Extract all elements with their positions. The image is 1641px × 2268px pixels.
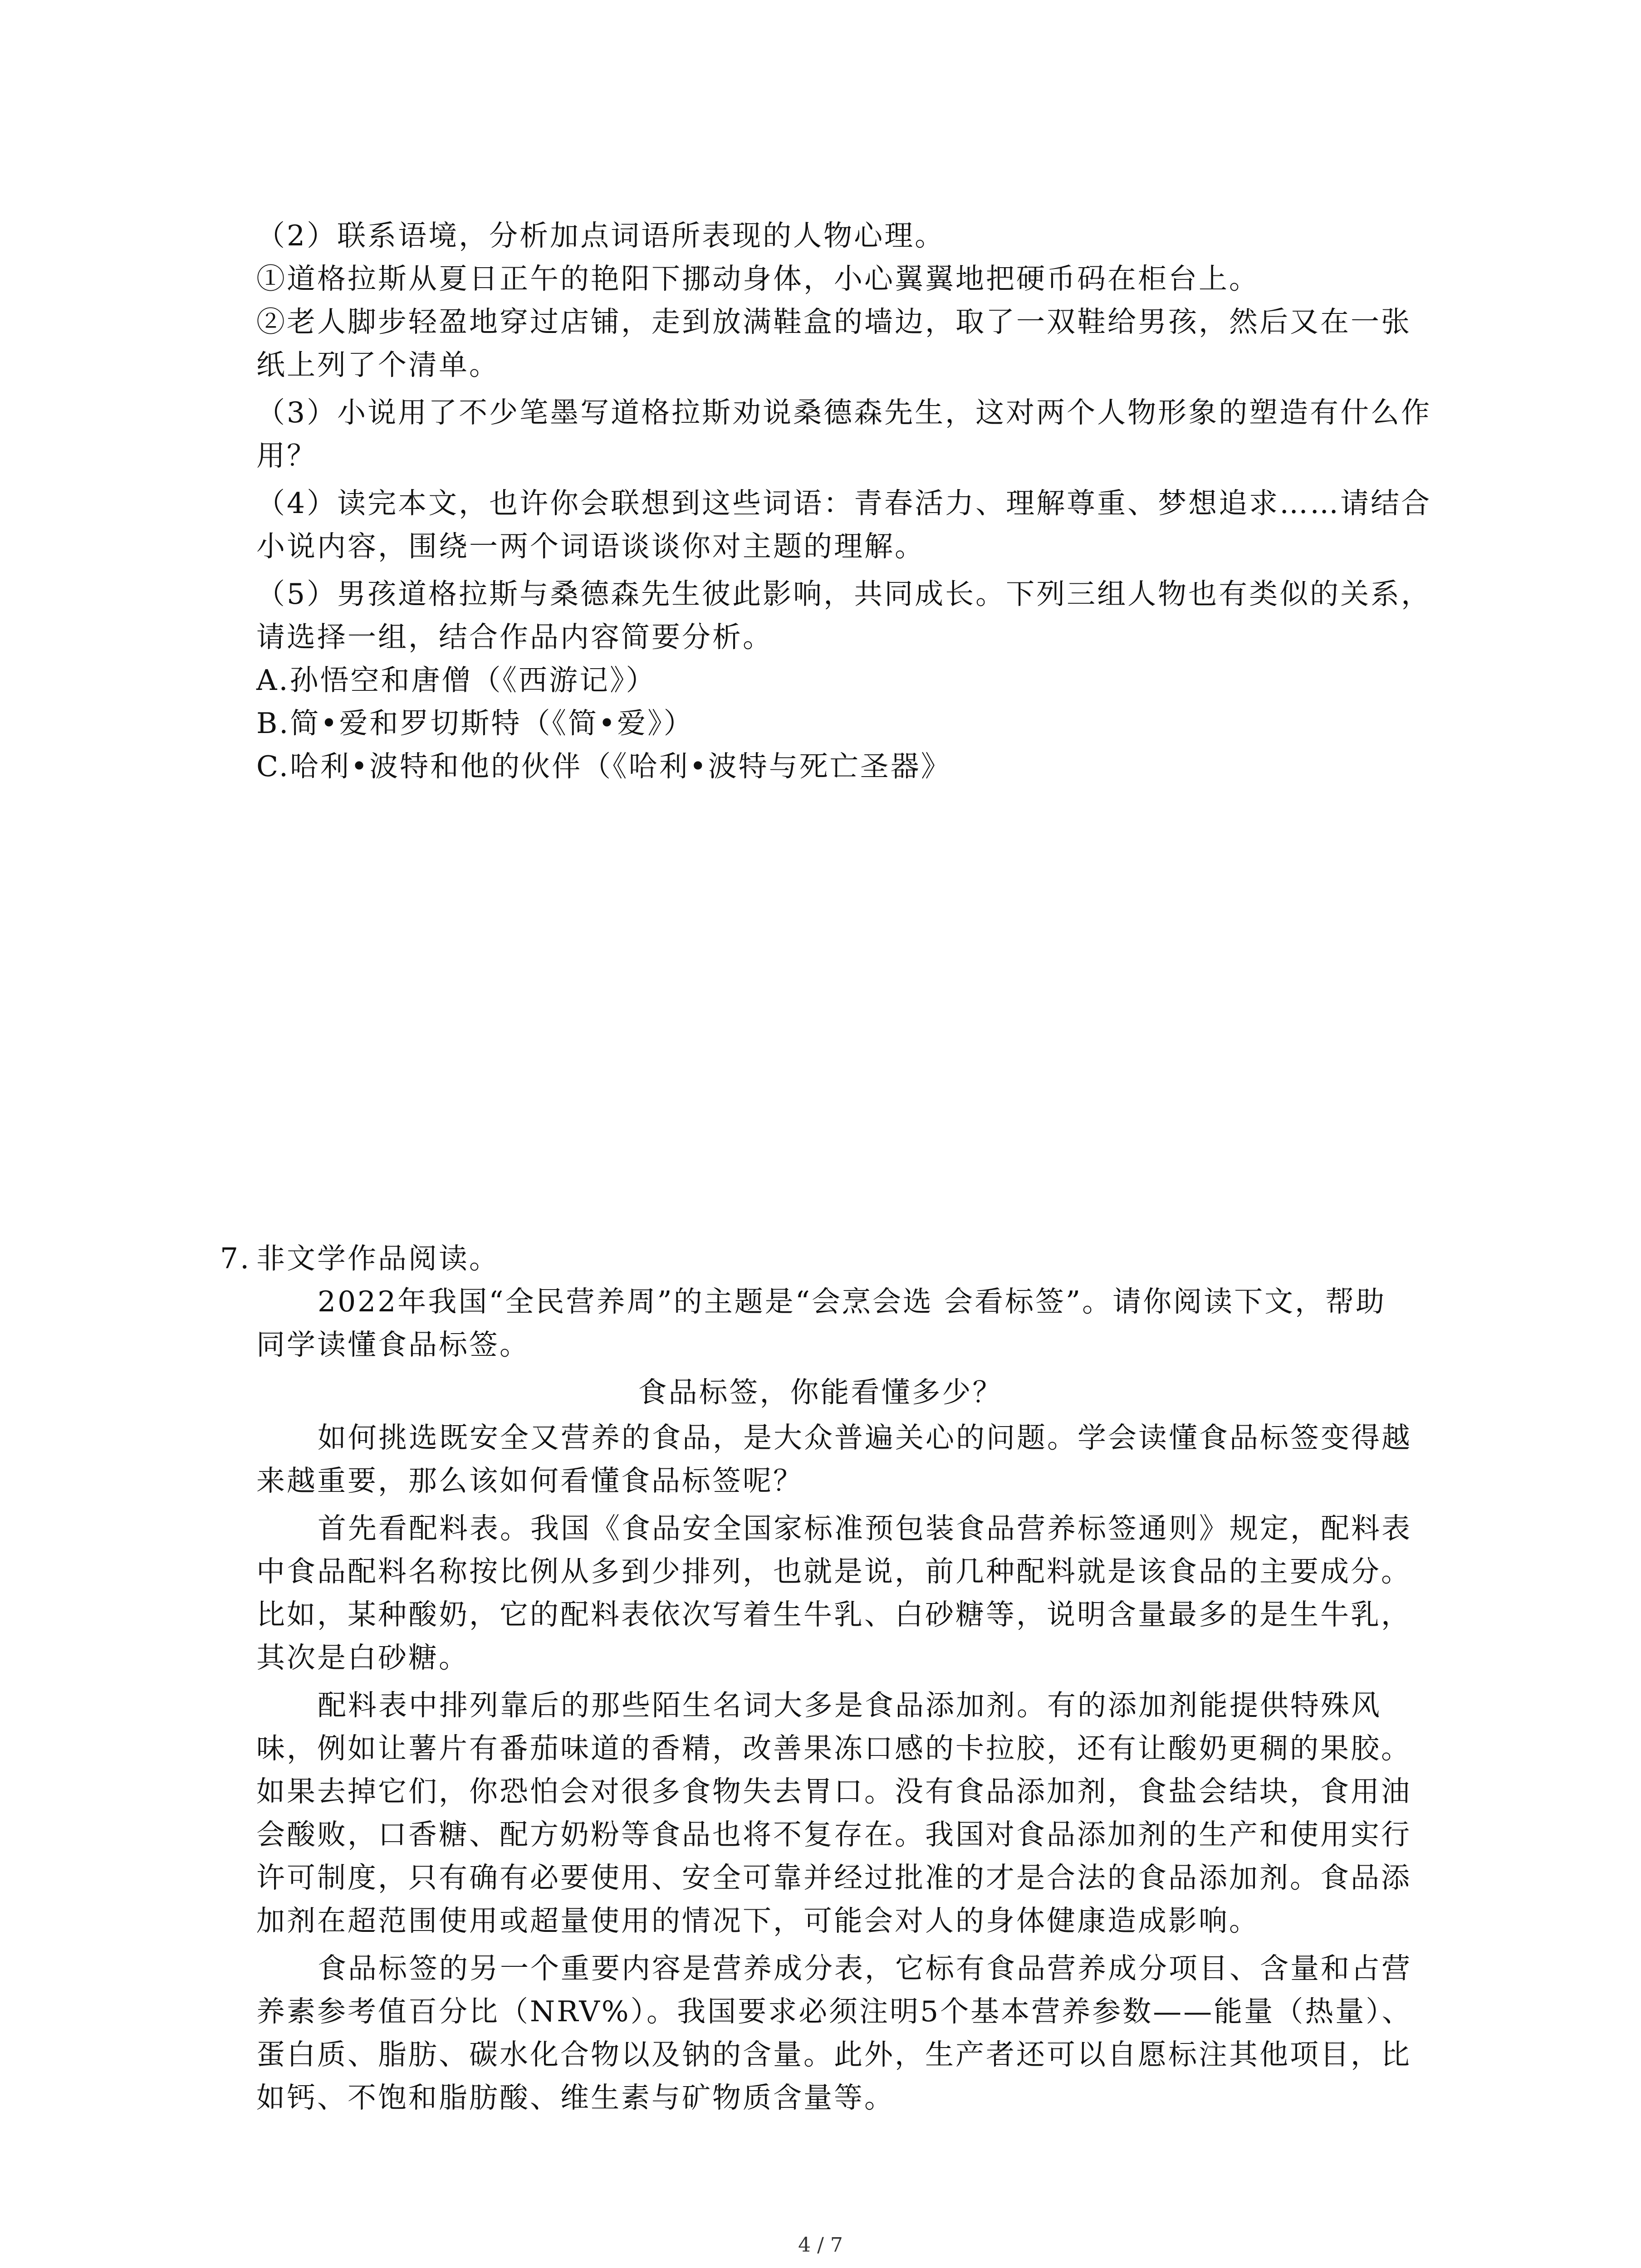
article-paragraph: 中食品配料名称按比例从多到少排列，也就是说，前几种配料就是该食品的主要成分。 [256, 1555, 1411, 1588]
question-4: （4）读完本文，也许你会联想到这些词语：青春活力、理解尊重、梦想追求……请结合 [256, 487, 1432, 520]
article-paragraph: 如钙、不饱和脂肪酸、维生素与矿物质含量等。 [256, 2081, 895, 2114]
article-paragraph: 配料表中排列靠后的那些陌生名词大多是食品添加剂。有的添加剂能提供特殊风 [318, 1689, 1381, 1722]
article-paragraph: 许可制度，只有确有必要使用、安全可靠并经过批准的才是合法的食品添加剂。食品添 [256, 1861, 1411, 1894]
question-2: （2）联系语境，分析加点词语所表现的人物心理。 [256, 219, 945, 252]
article-paragraph: 味，例如让薯片有番茄味道的香精，改善果冻口感的卡拉胶，还有让酸奶更稠的果胶。 [256, 1732, 1411, 1765]
article-paragraph: 比如，某种酸奶，它的配料表依次写着生牛乳、白砂糖等，说明含量最多的是生牛乳， [256, 1598, 1411, 1631]
page-number: 4 / 7 [798, 2234, 843, 2257]
question-2-item-1: ①道格拉斯从夏日正午的艳阳下挪动身体，小心翼翼地把硬币码在柜台上。 [256, 262, 1259, 295]
article-paragraph: 加剂在超范围使用或超量使用的情况下，可能会对人的身体健康造成影响。 [256, 1904, 1259, 1937]
article-paragraph: 养素参考值百分比（NRV%）。我国要求必须注明5个基本营养参数——能量（热量）、 [256, 1995, 1412, 2028]
question-4-cont: 小说内容，围绕一两个词语谈谈你对主题的理解。 [256, 530, 925, 563]
option-c: C.哈利•波特和他的伙伴（《哈利•波特与死亡圣器》 [256, 750, 951, 783]
article-paragraph: 食品标签的另一个重要内容是营养成分表，它标有食品营养成分项目、含量和占营 [318, 1952, 1412, 1985]
question-7-intro: 2022年我国“全民营养周”的主题是“会烹会选 会看标签”。请你阅读下文，帮助 [318, 1285, 1386, 1318]
question-2-item-2: ②老人脚步轻盈地穿过店铺，走到放满鞋盒的墙边，取了一双鞋给男孩，然后又在一张 [256, 305, 1411, 338]
article-paragraph: 会酸败，口香糖、配方奶粉等食品也将不复存在。我国对食品添加剂的生产和使用实行 [256, 1818, 1411, 1851]
question-5: （5）男孩道格拉斯与桑德森先生彼此影响，共同成长。下列三组人物也有类似的关系， [256, 577, 1432, 611]
article-paragraph: 来越重要，那么该如何看懂食品标签呢？ [256, 1464, 803, 1497]
article-paragraph: 如果去掉它们，你恐怕会对很多食物失去胃口。没有食品添加剂，食盐会结块，食用油 [256, 1775, 1411, 1808]
article-paragraph: 如何挑选既安全又营养的食品，是大众普遍关心的问题。学会读懂食品标签变得越 [318, 1421, 1412, 1454]
question-7-intro-cont: 同学读懂食品标签。 [256, 1328, 530, 1361]
question-3: （3）小说用了不少笔墨写道格拉斯劝说桑德森先生，这对两个人物形象的塑造有什么作 [256, 396, 1432, 429]
question-5-cont: 请选择一组，结合作品内容简要分析。 [256, 621, 773, 654]
article-paragraph: 首先看配料表。我国《食品安全国家标准预包装食品营养标签通则》规定，配料表 [318, 1512, 1412, 1545]
question-7-heading: 非文学作品阅读。 [256, 1242, 500, 1275]
option-a: A.孙悟空和唐僧（《西游记》） [256, 664, 656, 697]
option-b: B.简•爱和罗切斯特（《简•爱》） [256, 707, 694, 740]
article-paragraph: 其次是白砂糖。 [256, 1641, 469, 1674]
question-3-cont: 用？ [256, 439, 317, 472]
question-2-item-2-cont: 纸上列了个清单。 [256, 348, 500, 381]
article-paragraph: 蛋白质、脂肪、碳水化合物以及钠的含量。此外，生产者还可以自愿标注其他项目，比 [256, 2038, 1411, 2071]
question-7-number: 7. [220, 1242, 251, 1275]
article-title: 食品标签，你能看懂多少？ [638, 1376, 1003, 1409]
